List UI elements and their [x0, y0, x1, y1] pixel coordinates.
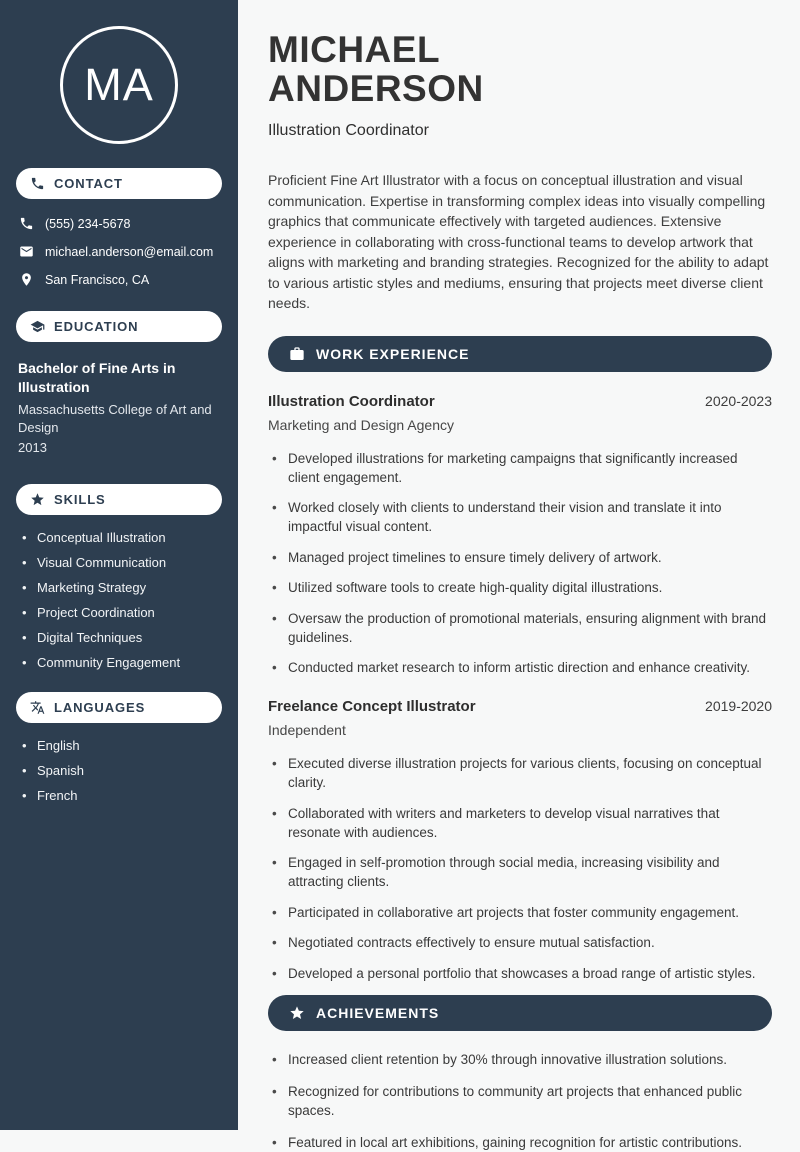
job-company: Marketing and Design Agency [268, 416, 454, 433]
languages-section-title: LANGUAGES [54, 700, 146, 715]
star-icon [289, 1005, 305, 1021]
sidebar [0, 0, 238, 1130]
job-bullet: • Developed a personal portfolio that showcases a broad range of artistic styles. [272, 964, 772, 983]
skills-section-title: SKILLS [54, 492, 106, 507]
contact-location-text: San Francisco, CA [45, 272, 150, 287]
education-entry [16, 359, 222, 457]
contact-section-header [16, 168, 222, 199]
achievements-list [268, 1050, 772, 1152]
job-bullet-list [268, 449, 772, 678]
main-content [238, 0, 800, 1150]
job-bullet: • Oversaw the production of promotional materials, ensuring alignment with brand guidelines. [272, 609, 772, 647]
job-bullet: • Developed illustrations for marketing campaigns that significantly increased client engagement. [272, 449, 772, 487]
candidate-name [268, 30, 772, 108]
job-title: Illustration Coordinator [268, 392, 435, 410]
candidate-last-name: ANDERSON [268, 68, 484, 109]
achievement-bullet: • Increased client retention by 30% through innovative illustration solutions. [272, 1050, 772, 1069]
job-bullet: • Engaged in self-promotion through social media, increasing visibility and attracting clients. [272, 853, 772, 891]
job-header [268, 393, 772, 410]
skill-item: • Project Coordination [22, 606, 222, 620]
languages-section-header [16, 692, 222, 723]
contact-phone-text: (555) 234-5678 [45, 216, 131, 231]
job-header [268, 698, 772, 715]
candidate-job-title: Illustration Coordinator [268, 122, 429, 139]
education-section-title: EDUCATION [54, 319, 139, 334]
job-company: Independent [268, 722, 346, 738]
email-icon [19, 244, 34, 259]
job-entry [268, 698, 772, 983]
phone-icon [19, 216, 34, 231]
avatar-initials: MA [84, 59, 154, 110]
job-bullet-list [268, 754, 772, 983]
job-bullet: • Participated in collaborative art projects that foster community engagement. [272, 903, 772, 922]
achievement-bullet: • Recognized for contributions to community art projects that enhanced public spaces. [272, 1082, 772, 1120]
work-experience-title: WORK EXPERIENCE [316, 345, 470, 362]
skills-section-header [16, 484, 222, 515]
star-icon [30, 492, 45, 507]
location-icon [19, 272, 34, 287]
job-bullet: • Worked closely with clients to understand their vision and translate it into impactful visual content. [272, 498, 772, 536]
achievement-bullet: • Featured in local art exhibitions, gaining recognition for artistic contributions. [272, 1133, 772, 1152]
skill-item: • Marketing Strategy [22, 581, 222, 595]
education-degree: Bachelor of Fine Arts in Illustration [18, 360, 176, 395]
job-bullet: • Negotiated contracts effectively to ensure mutual satisfaction. [272, 933, 772, 952]
job-dates: 2019-2020 [705, 698, 772, 714]
job-bullet: • Utilized software tools to create high-quality digital illustrations. [272, 578, 772, 597]
education-year: 2013 [18, 440, 47, 455]
skills-list [16, 531, 222, 670]
briefcase-icon [289, 346, 305, 362]
job-dates: 2020-2023 [705, 392, 772, 409]
phone-icon [30, 176, 45, 191]
avatar [60, 26, 178, 144]
languages-list [16, 739, 222, 803]
job-entry [268, 393, 772, 678]
skill-item: • Community Engagement [22, 656, 222, 670]
job-bullet: • Executed diverse illustration projects for various clients, focusing on conceptual clarity. [272, 754, 772, 792]
skill-item: • Conceptual Illustration [22, 531, 222, 545]
contact-list [16, 216, 222, 287]
candidate-first-name: MICHAEL [268, 29, 441, 70]
job-title: Freelance Concept Illustrator [268, 698, 476, 715]
contact-email-text: michael.anderson@email.com [45, 244, 214, 259]
achievements-title: ACHIEVEMENTS [316, 1004, 440, 1021]
contact-email [16, 244, 222, 259]
skill-item: • Visual Communication [22, 556, 222, 570]
contact-location [16, 272, 222, 287]
language-item: • French [22, 789, 222, 803]
work-experience-banner [268, 336, 772, 372]
contact-phone [16, 216, 222, 231]
education-section-header [16, 311, 222, 342]
job-bullet: • Collaborated with writers and marketers to develop visual narratives that resonate with audiences. [272, 804, 772, 842]
language-item: • English [22, 739, 222, 753]
summary-paragraph: Proficient Fine Art Illustrator with a focus on conceptual illustration and visual communication. Expertise in transforming complex ideas into visually compelling graphics that communicate effectively with targeted audiences. Extensive experience in collaborating with cross-functional teams to develop artwork that aligns with marketing and branding strategies. Recognized for the ability to adapt to various artistic styles and mediums, ensuring that projects meet diverse client needs. [268, 172, 769, 311]
graduation-cap-icon [30, 319, 45, 334]
language-item: • Spanish [22, 764, 222, 778]
achievements-banner [268, 995, 772, 1031]
contact-section-title: CONTACT [54, 176, 123, 191]
translate-icon [30, 700, 45, 715]
education-school: Massachusetts College of Art and Design [18, 402, 212, 435]
job-bullet: • Managed project timelines to ensure timely delivery of artwork. [272, 548, 772, 567]
job-bullet: • Conducted market research to inform artistic direction and enhance creativity. [272, 658, 772, 677]
skill-item: • Digital Techniques [22, 631, 222, 645]
